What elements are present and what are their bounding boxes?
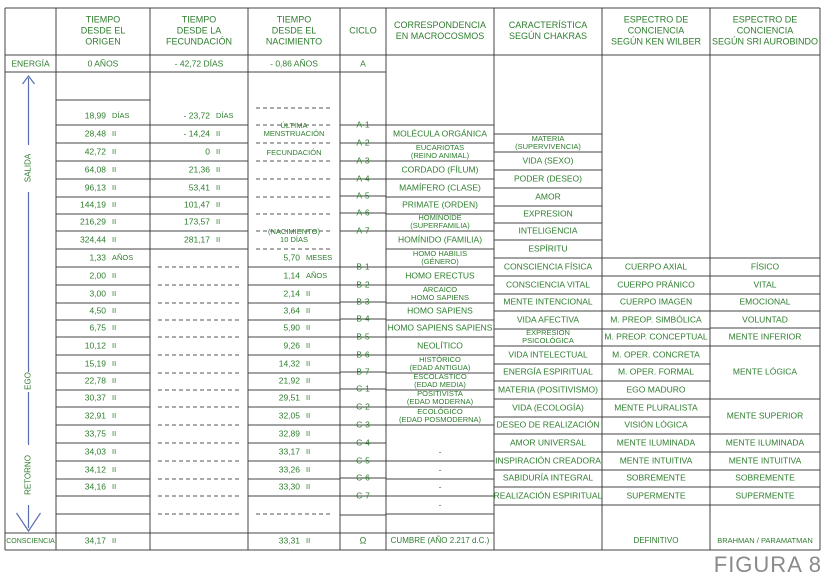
origen-value: 324,44 — [80, 234, 106, 245]
final-origen: 34,17 — [84, 535, 106, 546]
ciclo-value: A-2 — [356, 137, 370, 148]
origen-unit: II — [112, 464, 117, 474]
origen-value: 15,19 — [84, 358, 106, 369]
macro-entry: NEOLÍTICO — [417, 340, 463, 351]
fecund-unit: II — [216, 199, 221, 209]
macro-entry: (EDAD MODERNA) — [406, 396, 474, 406]
origen-unit: II — [112, 270, 117, 280]
origen-unit: II — [112, 234, 117, 244]
macro-entry: POSITIVISTA — [417, 388, 463, 398]
wilber-entry: M. PREOP. SIMBÓLICA — [610, 314, 702, 325]
wilber-entry: MENTE ILUMINADA — [616, 437, 696, 448]
header-chakras: CARACTERÍSTICA — [508, 19, 588, 30]
origen-value: 3,00 — [89, 288, 106, 299]
chakra-entry: CONSCIENCIA VITAL — [506, 279, 590, 290]
ciclo-value: B-7 — [356, 366, 370, 377]
chakra-entry: VIDA AFECTIVA — [516, 314, 580, 325]
origen-value: 96,13 — [84, 182, 106, 193]
fecund-value: 281,17 — [184, 234, 210, 245]
aurobindo-entry: MENTE INTUITIVA — [728, 455, 802, 466]
origen-value: 34,03 — [84, 446, 106, 457]
nacim-unit: II — [306, 375, 311, 385]
wilber-entry: M. PREOP. CONCEPTUAL — [604, 331, 708, 342]
chakra-entry: CONSCIENCIA FÍSICA — [503, 261, 593, 272]
nacim-note: ÚLTIMA — [280, 120, 308, 130]
origen-value: 30,37 — [84, 392, 106, 403]
ciclo-value: B-2 — [356, 279, 370, 290]
fecund-unit: II — [216, 146, 221, 156]
final-wilber: DEFINITIVO — [633, 536, 679, 546]
header-fecund: TIEMPO — [181, 14, 217, 25]
header-fecund: DESDE LA — [176, 25, 222, 36]
nacim-unit: II — [306, 464, 311, 474]
origen-unit: II — [112, 375, 117, 385]
fecund-unit: II — [216, 128, 221, 138]
origen-unit: II — [112, 199, 117, 209]
origen-unit: II — [112, 216, 117, 226]
origen-value: 6,75 — [89, 322, 106, 333]
macro-entry: (SUPERFAMILIA) — [410, 220, 470, 230]
macro-entry: CORDADO (FÍLUM) — [401, 164, 479, 175]
macro-entry: (EDAD MEDIA) — [414, 379, 466, 389]
origen-value: 22,78 — [84, 375, 106, 386]
nacim-unit: II — [306, 288, 311, 298]
macro-entry: (EDAD ANTIGUA) — [409, 362, 471, 372]
origen-unit: II — [112, 322, 117, 332]
aurobindo-entry: SUPERMENTE — [735, 490, 795, 501]
energia-ciclo: A — [360, 58, 366, 69]
origen-value: 34,12 — [84, 464, 106, 475]
chakra-entry: ENERGÍA ESPIRITUAL — [503, 366, 593, 377]
macro-entry: HOMO SAPIENS — [411, 292, 469, 302]
nacim-unit: II — [306, 481, 311, 491]
nacim-unit: II — [306, 340, 311, 350]
aurobindo-entry: VITAL — [753, 279, 777, 290]
macro-entry: PRIMATE (ORDEN) — [402, 199, 478, 210]
aurobindo-entry: FÍSICO — [750, 261, 780, 272]
origen-value: 4,50 — [89, 305, 106, 316]
ciclo-value: B-3 — [356, 296, 370, 307]
chakra-entry: EXPRESION — [523, 208, 573, 219]
macro-entry: MAMÍFERO (CLASE) — [399, 182, 481, 193]
ciclo-value: B-6 — [356, 349, 370, 360]
wilber-entry: EGO MADURO — [626, 384, 686, 395]
wilber-entry: CUERPO AXIAL — [624, 261, 688, 272]
origen-unit: DÍAS — [112, 110, 130, 120]
final-nacim: 33,31 — [278, 535, 300, 546]
chakra-entry: PODER (DESEO) — [513, 173, 583, 184]
nacim-value: 33,26 — [278, 464, 300, 475]
side-label-energia: ENERGÍA — [11, 58, 50, 69]
aurobindo-entry: VOLUNTAD — [742, 314, 788, 325]
macro-entry: HOMINOIDE — [418, 212, 462, 222]
macro-entry: HOMO HABILIS — [412, 248, 468, 258]
wilber-entry: MENTE INTUITIVA — [619, 455, 693, 466]
header-wilber: SEGÚN KEN WILBER — [610, 36, 702, 47]
header-nacim: TIEMPO — [276, 14, 312, 25]
wilber-entry: CUERPO IMAGEN — [619, 296, 693, 307]
origen-value: 18,99 — [84, 110, 106, 121]
chakra-entry: PSICOLÓGICA — [522, 335, 574, 345]
nacim-unit: II — [306, 446, 311, 456]
side-label-salida: SALIDA — [23, 153, 33, 183]
nacim-value: 5,70 — [283, 252, 300, 263]
side-label-retorno: RETORNO — [23, 455, 33, 495]
ciclo-value: C-3 — [356, 419, 370, 430]
nacim-value: 3,64 — [283, 305, 300, 316]
nacim-value: 5,90 — [283, 322, 300, 333]
ciclo-value: A-1 — [356, 119, 370, 130]
macro-entry: (GÉNERO) — [421, 256, 459, 266]
fecund-value: 21,36 — [188, 164, 210, 175]
final-macro: CUMBRE (AÑO 2.217 d.C.) — [390, 536, 490, 546]
energia-origen: 0 AÑOS — [87, 58, 119, 69]
origen-value: 42,72 — [84, 146, 106, 157]
nacim-value: 2,14 — [283, 288, 300, 299]
aurobindo-entry: MENTE LÓGICA — [732, 366, 798, 377]
ciclo-value: A-3 — [356, 155, 370, 166]
header-aurobindo: SEGÚN SRI AUROBINDO — [711, 36, 819, 47]
fecund-unit: II — [216, 182, 221, 192]
nacim-note: MENSTRUACIÓN — [263, 128, 325, 138]
final-nacim-unit: II — [306, 535, 311, 545]
wilber-entry: MENTE PLURALISTA — [614, 402, 698, 413]
macro-entry: (EDAD POSMODERNA) — [398, 414, 482, 424]
nacim-unit: II — [306, 392, 311, 402]
header-aurobindo: CONCIENCIA — [736, 25, 794, 36]
nacim-value: 33,30 — [278, 481, 300, 492]
nacim-value: 29,51 — [278, 392, 300, 403]
wilber-entry: VISIÓN LÓGICA — [624, 419, 688, 430]
chakra-entry: REALIZACIÓN ESPIRITUAL — [493, 490, 603, 501]
chakra-entry: AMOR UNIVERSAL — [509, 437, 587, 448]
macro-entry: MOLÉCULA ORGÁNICA — [393, 128, 487, 139]
header-origen: ORIGEN — [85, 36, 121, 47]
nacim-value: 33,17 — [278, 446, 300, 457]
chakra-entry: EXPRESIÓN — [526, 327, 570, 337]
header-chakras: SEGÚN CHAKRAS — [508, 30, 588, 41]
wilber-entry: M. OPER. CONCRETA — [612, 349, 700, 360]
table-cells — [6, 14, 818, 545]
nacim-unit: II — [306, 410, 311, 420]
chakra-entry: DESEO DE REALIZACIÓN — [496, 419, 600, 430]
macro-entry: HOMÍNIDO (FAMILIA) — [397, 234, 483, 245]
header-wilber: CONCIENCIA — [627, 25, 685, 36]
macro-entry: - — [438, 446, 442, 457]
ciclo-value: C-7 — [356, 490, 370, 501]
macro-entry: - — [438, 464, 442, 475]
chakra-entry: VIDA (ECOLOGÍA) — [512, 402, 584, 413]
fecund-value: 0 — [205, 146, 210, 157]
nacim-unit: II — [306, 358, 311, 368]
aurobindo-entry: MENTE ILUMINADA — [725, 437, 805, 448]
nacim-unit: AÑOS — [306, 270, 328, 280]
origen-value: 32,91 — [84, 410, 106, 421]
origen-unit: II — [112, 410, 117, 420]
macro-entry: HOMO SAPIENS — [407, 305, 473, 316]
nacim-unit: II — [306, 305, 311, 315]
nacim-value: 32,89 — [278, 428, 300, 439]
chakra-entry: MENTE INTENCIONAL — [503, 296, 593, 307]
origen-unit: II — [112, 305, 117, 315]
ciclo-value: C-5 — [356, 455, 370, 466]
origen-unit: AÑOS — [112, 252, 134, 262]
header-macro: CORRESPONDENCIA — [393, 19, 487, 30]
origen-value: 33,75 — [84, 428, 106, 439]
header-macro: EN MACROCOSMOS — [395, 30, 485, 41]
origen-unit: II — [112, 128, 117, 138]
wilber-entry: M. OPER. FORMAL — [617, 366, 695, 377]
nacim-note: FECUNDACIÓN — [266, 147, 322, 157]
aurobindo-entry: SOBREMENTE — [735, 472, 795, 483]
origen-unit: II — [112, 164, 117, 174]
fecund-unit: DÍAS — [216, 110, 234, 120]
ciclo-value: B-4 — [356, 313, 370, 324]
final-origen-unit: II — [112, 535, 117, 545]
nacim-unit: II — [306, 428, 311, 438]
macro-entry: HISTÓRICO — [419, 354, 461, 364]
header-aurobindo: ESPECTRO DE — [732, 14, 798, 25]
header-fecund: FECUNDACIÓN — [165, 36, 233, 47]
ciclo-value: C-6 — [356, 472, 370, 483]
wilber-entry: SOBREMENTE — [626, 472, 686, 483]
chakra-entry: VIDA INTELECTUAL — [508, 349, 588, 360]
wilber-entry: CUERPO PRÁNICO — [617, 279, 695, 290]
fecund-unit: II — [216, 164, 221, 174]
origen-unit: II — [112, 358, 117, 368]
fecund-value: 101,47 — [184, 199, 210, 210]
ciclo-value: A-4 — [356, 173, 370, 184]
nacim-value: 9,26 — [283, 340, 300, 351]
chakra-entry: (SUPERVIVENCIA) — [515, 141, 581, 151]
nacim-unit: II — [306, 322, 311, 332]
macro-entry: ESCOLÁSTICO — [413, 371, 467, 381]
fecund-value: 53,41 — [188, 182, 210, 193]
side-label-consciencia: CONSCIENCIA — [6, 537, 55, 545]
ciclo-value: C-1 — [356, 383, 370, 394]
origen-value: 1,33 — [89, 252, 106, 263]
final-aurobindo: BRAHMAN / PARAMATMAN — [717, 535, 813, 545]
origen-unit: II — [112, 392, 117, 402]
origen-unit: II — [112, 340, 117, 350]
aurobindo-entry: MENTE SUPERIOR — [726, 410, 804, 421]
ciclo-value: B-1 — [356, 261, 370, 272]
side-label-ego: EGO — [23, 372, 33, 390]
macro-entry: ECOLÓGICO — [417, 406, 463, 416]
fecund-value: - 23,72 — [183, 110, 210, 121]
origen-unit: II — [112, 481, 117, 491]
origen-value: 10,12 — [84, 340, 106, 351]
header-nacim: NACIMIENTO — [265, 36, 323, 47]
figure-label: FIGURA 8 — [713, 552, 822, 577]
ciclo-value: A-7 — [356, 225, 370, 236]
header-origen: DESDE EL — [80, 25, 126, 36]
macro-entry: HOMO ERECTUS — [405, 270, 475, 281]
chakra-entry: INSPIRACIÓN CREADORA — [495, 455, 601, 466]
macro-entry: - — [438, 499, 442, 510]
origen-value: 64,08 — [84, 164, 106, 175]
nacim-value: 14,32 — [278, 358, 300, 369]
nacim-value: 21,92 — [278, 375, 300, 386]
origen-value: 2,00 — [89, 270, 106, 281]
ciclo-value: A-6 — [356, 207, 370, 218]
header-wilber: ESPECTRO DE — [623, 14, 689, 25]
chakra-entry: SABIDURÍA INTEGRAL — [502, 472, 594, 483]
origen-unit: II — [112, 182, 117, 192]
nacim-note: (NACIMIENTO) — [268, 226, 320, 236]
ciclo-value: C-4 — [356, 437, 370, 448]
wilber-entry: SUPERMENTE — [626, 490, 686, 501]
chakra-entry: MATERIA — [531, 133, 565, 143]
aurobindo-entry: MENTE INFERIOR — [728, 331, 802, 342]
energia-nacim: - 0,86 AÑOS — [270, 58, 318, 69]
ciclo-value: C-2 — [356, 401, 370, 412]
aurobindo-entry: EMOCIONAL — [739, 296, 791, 307]
origen-value: 28,48 — [84, 128, 106, 139]
chakra-entry: INTELIGENCIA — [518, 225, 578, 236]
macro-entry: ARCAICO — [422, 284, 458, 294]
nacim-unit: MESES — [306, 252, 333, 262]
macro-entry: - — [438, 481, 442, 492]
origen-unit: II — [112, 146, 117, 156]
macro-entry: (REINO ANIMAL) — [410, 150, 470, 160]
macro-entry: EUCARIOTAS — [415, 142, 465, 152]
chakra-entry: MATERIA (POSITIVISMO) — [498, 384, 598, 395]
fecund-value: 173,57 — [184, 216, 210, 227]
ciclo-value: B-5 — [356, 331, 370, 342]
origen-unit: II — [112, 428, 117, 438]
nacim-value: 32,05 — [278, 410, 300, 421]
origen-value: 216,29 — [80, 216, 106, 227]
fecund-unit: II — [216, 234, 221, 244]
fecund-unit: II — [216, 216, 221, 226]
chakra-entry: ESPÍRITU — [528, 243, 568, 254]
nacim-note: 10 DÍAS — [280, 234, 308, 244]
macro-entry: HOMO SAPIENS SAPIENS — [387, 322, 493, 333]
chakra-entry: AMOR — [535, 191, 561, 202]
final-ciclo: Ω — [359, 535, 367, 546]
header-ciclo: CICLO — [349, 25, 377, 36]
origen-unit: II — [112, 446, 117, 456]
fecund-value: - 14,24 — [183, 128, 210, 139]
chakra-entry: VIDA (SEXO) — [522, 155, 574, 166]
origen-value: 144,19 — [80, 199, 106, 210]
header-origen: TIEMPO — [85, 14, 121, 25]
ciclo-value: A-5 — [356, 190, 370, 201]
header-nacim: DESDE EL — [271, 25, 317, 36]
origen-value: 34,16 — [84, 481, 106, 492]
nacim-value: 1,14 — [283, 270, 300, 281]
energia-fecund: - 42,72 DÍAS — [174, 58, 224, 69]
origen-unit: II — [112, 288, 117, 298]
